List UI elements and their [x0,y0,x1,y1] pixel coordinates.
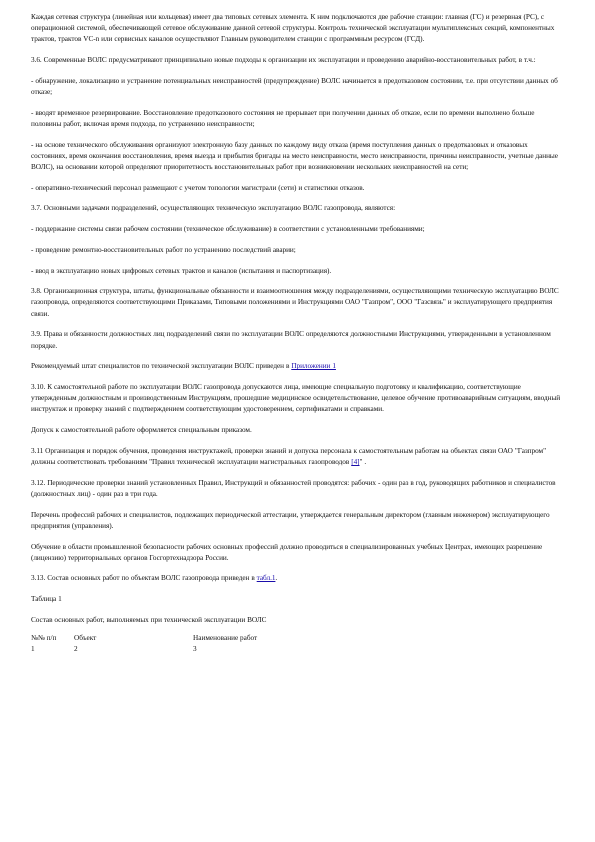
paragraph-staff-reference [31,361,563,372]
list-item-repair: - проведение ремонтно-восстановительных работ по устранению последствий аварии; [31,245,296,254]
table-header-row [31,633,393,644]
reference-4-link[interactable]: [4] [351,457,360,466]
paragraph-3-12: 3.12. Периодические проверки знаний установленных Правил, Инструкций и обязанностей проводятся: рабочих - один раз в год, руководящих работников и специалистов (должностных лиц) - один раз в три года. [31,478,556,498]
list-item-commissioning: - ввод в эксплуатацию новых цифровых сетевых трактов и каналов (испытания и паспортизация). [31,266,332,275]
paragraph-network-structure: Каждая сетевая структура (линейная или кольцевая) имеет два типовых сетевых элемента. К ним подключаются две рабочие станции: главная (ГС) и резервная (РС), с операционной системой, обеспечивающей сетевое обслуживание данной сетевой структуры. Контроль технической эксплуатации мультиплексных секций, компонентных трактов, трактов VC-n или сервисных каналов осуществляют Главным руководителем станции с программным ресурсом (ГСД). [31,13,555,44]
works-table [31,633,393,655]
table-row [31,644,393,655]
paragraph-3-13-end: . [275,574,278,583]
list-item-reservation: - вводят временное резервирование. Восстановление предотказового состояния не прерывает при получении данных об отказе, если по времени выполнено больше половины работ, включая время подхода, по устранению неисправности; [31,108,535,128]
cell-3: 3 [193,644,197,653]
paragraph-3-7: 3.7. Основными задачами подразделений, осуществляющих техническую эксплуатацию ВОЛС газопровода, являются: [31,204,396,213]
cell-2: 2 [74,644,78,653]
header-object: Объект [74,633,97,642]
appendix-1-link[interactable]: Приложении 1 [291,362,336,371]
paragraph-3-9: 3.9. Права и обязанности должностных лиц подразделений связи по эксплуатации ВОЛС определяются должностными Инструкциями, утвержденными в установленном порядке. [31,330,551,350]
paragraph-3-8: 3.8. Организационная структура, штаты, функциональные обязанности и взаимоотношения между подразделениями, осуществляющими техническую эксплуатацию ВОЛС газопровода, определяются соответствующими Приказами, Типовыми положениями и Инструкциями ОАО "Газпром", ООО "Газсвязь" и эксплуатирующего предприятия связи. [31,287,559,318]
paragraph-admission: Допуск к самостоятельной работе оформляется специальным приказом. [31,426,252,435]
paragraph-3-6: 3.6. Современные ВОЛС предусматривают принципиально новые подходы к организации их эксплуатации и проведению аварийно-восстановительных работ, в т.ч.: [31,56,536,65]
table-1-link[interactable]: табл.1 [256,574,276,583]
header-number: №№ п/п [31,633,57,642]
paragraph-3-11-text: 3.11 Организация и порядок обучения, проведения инструктажей, проверки знаний и допуска персонала к самостоятельным работам на объектах связи ОАО "Газпром" должны соответствовать требованиям "Правил технической эксплуатации магистральных газопроводов [31,446,546,466]
paragraph-3-13 [31,573,563,584]
paragraph-3-10: 3.10. К самостоятельной работе по эксплуатации ВОЛС газопровода допускаются лица, имеющие специальную подготовку и квалификацию, соответствующие утвержденным должностным и производственным Инструкциям, прошедшие медицинское освидетельствование, целевое обучение противоаварийным ситуациям, вводный инструктаж и проверку знаний с подтверждением соответствующим удостоверением, сертификатами и справками. [31,382,561,414]
paragraph-3-11 [31,446,563,468]
paragraph-3-11-end: " . [359,457,367,466]
list-item-maintenance: - поддержание системы связи рабочем состоянии (техническое обслуживание) в соответствии с установленными требованиями; [31,225,425,234]
table-caption-title: Состав основных работ, выполняемых при технической эксплуатации ВОЛС [31,615,267,624]
table-caption-number: Таблица 1 [31,595,62,604]
cell-1: 1 [31,644,35,653]
list-item-detection: - обнаружение, локализацию и устранение потенциальных неисправностей (предупреждение) ВОЛС начинается в предотказовом состоянии, т.е. при отсутствии данных об отказе; [31,76,558,97]
header-works: Наименование работ [193,633,258,642]
paragraph-safety-training: Обучение в области промышленной безопасности рабочих основных профессий должно проводиться в специализированных учебных Центрах, имеющих разрешение (лицензию) территориальных органов Госгортехнадзора России. [31,542,543,562]
document-page [31,12,563,655]
list-item-database: - на основе технического обслуживания организуют электронную базу данных по каждому виду отказа (время поступления данных о предотказовых и отказовых состояниях, время окончания восстановления, время выезда и прибытия бригады на место неисправности, место неисправности, причины неисправности, учетные данные ВОЛС), на основании которой определяют приоритетность восстановительных работ при возникновении нескольких неисправностей на сети; [31,140,558,172]
staff-reference-text: Рекомендуемый штат специалистов по технической эксплуатации ВОЛС приведен в [31,362,292,371]
paragraph-3-13-text: 3.13. Состав основных работ по объектам ВОЛС газопровода приведен в [31,574,257,583]
paragraph-professions-list: Перечень профессий рабочих и специалистов, подлежащих периодической аттестации, утверждается генеральным директором (главным инженером) эксплуатирующего предприятия (управления). [31,510,550,530]
list-item-staff: - оперативно-технический персонал размещают с учетом топологии магистрали (сети) и статистики отказов. [31,183,365,192]
